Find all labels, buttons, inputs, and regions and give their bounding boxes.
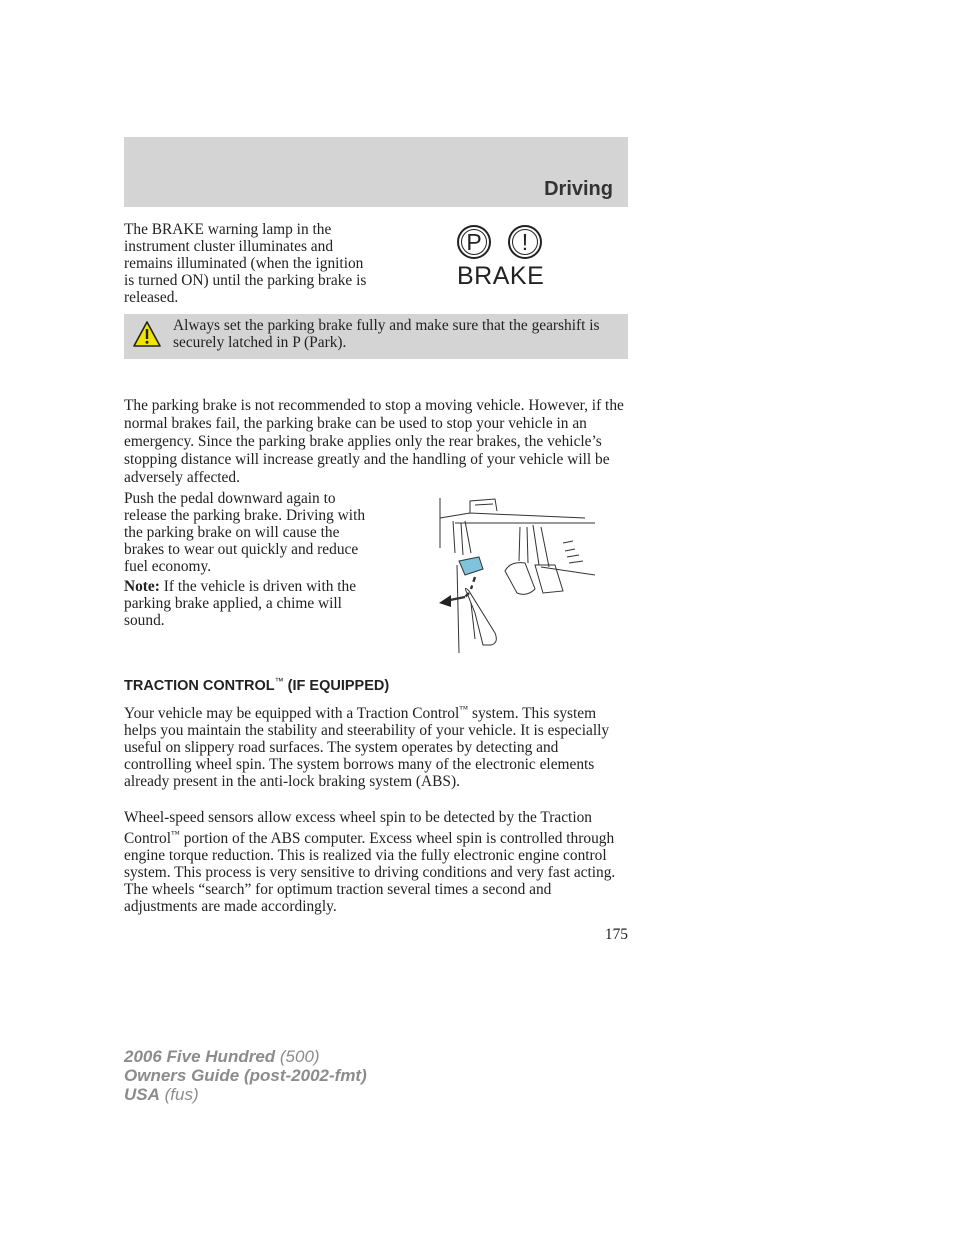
trademark-symbol: ™ <box>274 676 284 686</box>
brake-warning-symbol <box>452 225 557 293</box>
warning-text: Always set the parking brake fully and make sure that the gearshift is securely latched in P (Park). <box>173 317 600 351</box>
traction-control-heading: TRACTION CONTROL™ (IF EQUIPPED) <box>124 676 390 694</box>
page-number: 175 <box>604 926 628 943</box>
push-pedal-paragraph: Push the pedal downward again to release the parking brake. Driving with the parking brake on will cause the brakes to wear out quickly and reduce fuel economy. <box>124 490 366 575</box>
traction-control-paragraph-2: Wheel-speed sensors allow excess wheel spin to be detected by the Traction Control™ portion of the ABS computer. Excess wheel spin is controlled through engine torque reduction. This is realized via the fully electronic engine control system. This process is very sensitive to driving conditions and very fast acting. The wheels “search” for optimum traction several times a second and adjustments are made accordingly. <box>124 809 616 916</box>
brake-label: BRAKE <box>457 262 545 290</box>
exclamation-circle-icon <box>508 225 542 259</box>
note-label: Note: <box>124 578 160 595</box>
parking-brake-not-recommended-paragraph: The parking brake is not recommended to stop a moving vehicle. However, if the normal brakes fail, the parking brake can be used to stop your vehicle in an emergency. Since the parking brake applies only the rear brakes, the vehicle’s stopping distance will increase greatly and the handling of your vehicle will be adversely affected. <box>124 397 624 486</box>
trademark-symbol: ™ <box>459 704 469 714</box>
warning-triangle-icon <box>132 320 162 348</box>
park-letter: P <box>466 229 482 255</box>
traction-control-paragraph-1: Your vehicle may be equipped with a Traction Control™ system. This system helps you maintain the stability and steerability of your vehicle. It is especially useful on slippery road surfaces. The system operates by detecting and controlling wheel spin. The system borrows many of the electronic elements already present in the anti-lock braking system (ABS). <box>124 704 610 791</box>
note-paragraph <box>124 578 379 629</box>
document-footer: 2006 Five Hundred (500) Owners Guide (post-2002-fmt) USA (fus) <box>124 1047 367 1104</box>
warning-box <box>124 314 628 359</box>
brake-lamp-paragraph: The BRAKE warning lamp in the instrument cluster illuminates and remains illuminated (when the ignition is turned ON) until the parking brake is released. <box>124 221 367 306</box>
trademark-symbol: ™ <box>171 829 180 839</box>
section-title: Driving <box>544 178 613 200</box>
section-header-band <box>124 137 628 207</box>
note-text: If the vehicle is driven with the parking brake applied, a chime will sound. <box>124 578 357 629</box>
parking-brake-pedal-illustration <box>435 493 595 658</box>
exclamation-mark: ! <box>521 229 529 255</box>
park-circle-icon <box>457 225 491 259</box>
